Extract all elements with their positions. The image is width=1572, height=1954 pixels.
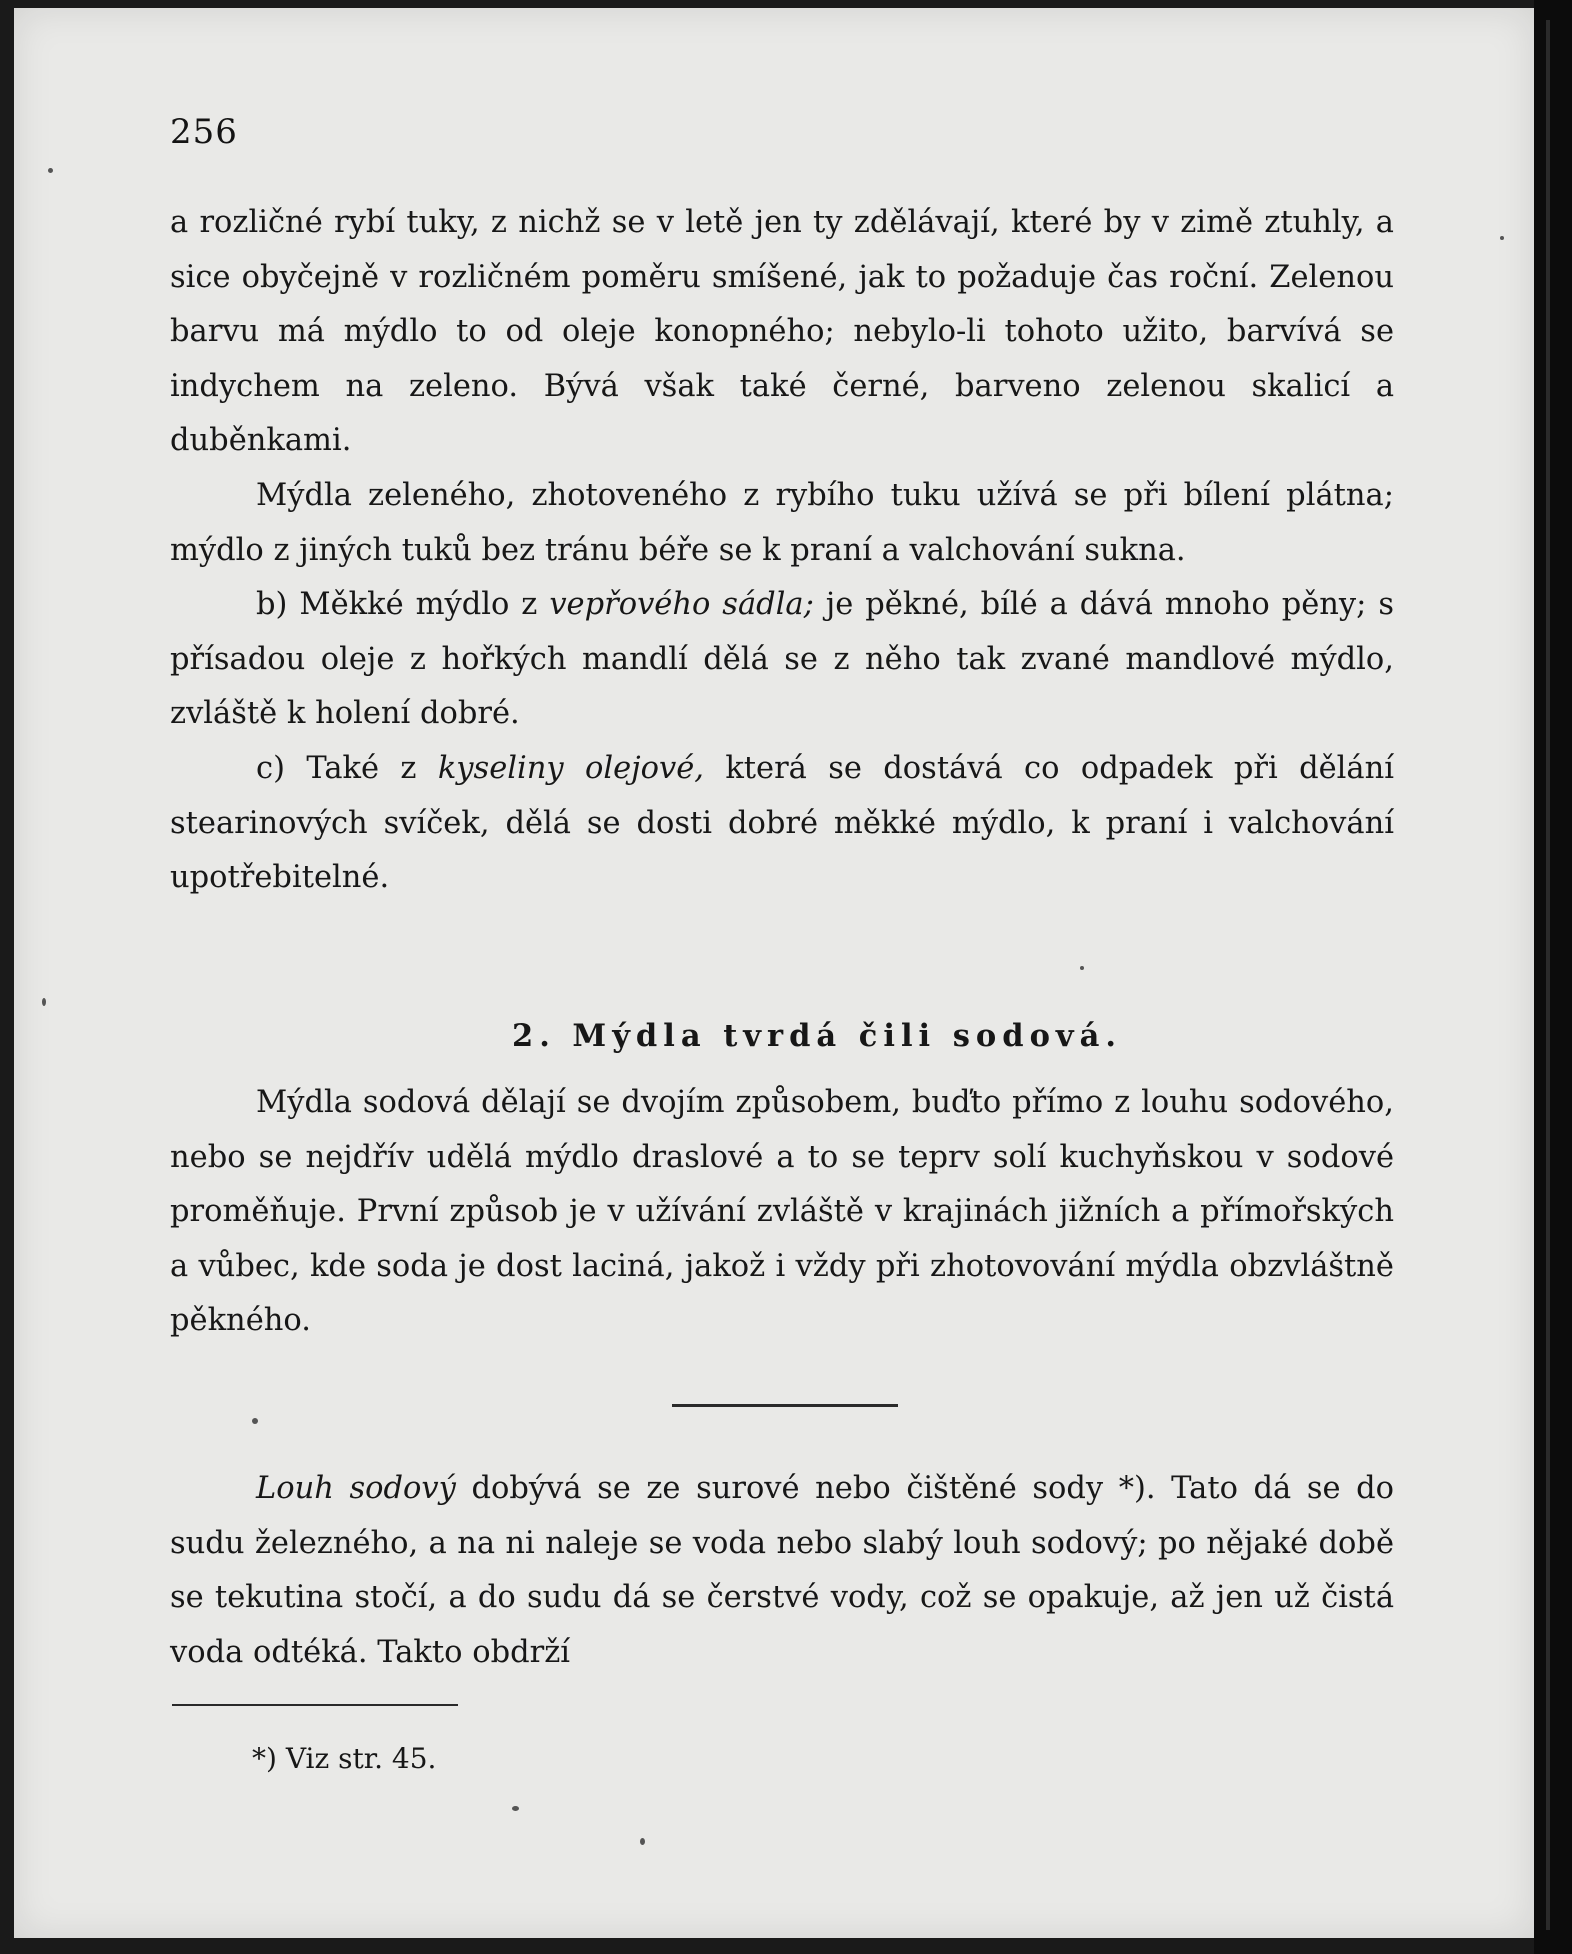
scan-speck [1500, 236, 1504, 240]
section-heading: 2. Mýdla tvrdá čili sodová. [511, 1018, 1123, 1054]
item-b-rest: je pěkné, bílé a dává mnoho pěny; s přísadou oleje z hořkých mandlí dělá se z něho tak zvané mandlové mýdlo, zvláště k holení dobré. [170, 587, 1394, 732]
lower-italic: Louh sodový [256, 1471, 456, 1506]
text-block-upper [170, 196, 1394, 906]
page-binding-strip [1546, 20, 1550, 1930]
paragraph-item-b [170, 578, 1394, 742]
paragraph-2: Mýdla zeleného, zhotoveného z rybího tuku užívá se při bílení plátna; mýdlo z jiných tuků bez tránu béře se k praní a valchování sukna. [170, 477, 1394, 568]
text-block-section [170, 1076, 1394, 1349]
text-block-lower [170, 1462, 1394, 1680]
section-separator-rule [672, 1404, 898, 1407]
paragraph-section: Mýdla sodová dělají se dvojím způsobem, buďto přímo z louhu sodového, nebo se nejdřív udělá mýdlo draslové a to se teprv solí kuchyňskou v sodové proměňuje. První způsob je v užívání zvláště v krajinách jižních a přímořských a vůbec, kde soda je dost laciná, jakož i vždy při zhotovování mýdla obzvláštně pěkného. [170, 1085, 1394, 1339]
paragraph-item-c [170, 742, 1394, 906]
scan-speck [1080, 966, 1084, 970]
page-number: 256 [170, 112, 238, 152]
item-c-italic: kyseliny olejové, [437, 750, 704, 786]
item-c-prefix: c) Také z [256, 750, 438, 786]
footnote-rule [172, 1704, 458, 1706]
item-c-rest: která se dostává co odpadek při dělání stearinových svíček, dělá se dosti dobré měkké mýdlo, k praní i valchování upotřebitelné. [170, 750, 1394, 896]
scan-speck [252, 1418, 258, 1424]
item-b-prefix: b) Měkké mýdlo z [256, 587, 550, 623]
item-b-italic: vepřového sádla; [549, 587, 814, 623]
scan-speck [42, 998, 46, 1006]
lower-rest: dobývá se ze surové nebo čištěné sody *). Tato dá se do sudu železného, a na ni naleje se voda nebo slabý louh sodový; po nějaké době se tekutina stočí, a do sudu dá se čerstvé vody, což se opakuje, až jen už čistá voda odtéká. Takto obdrží [170, 1471, 1394, 1670]
scan-speck [640, 1838, 645, 1845]
paragraph-1: a rozličné rybí tuky, z nichž se v letě jen ty zdělávají, které by v zimě ztuhly, a sice obyčejně v rozličném poměru smíšené, jak to požaduje čas roční. Zelenou barvu má mýdlo to od oleje konopného; nebylo-li tohoto užito, barvívá se indychem na zeleno. Bývá však také černé, barveno zelenou skalicí a duběnkami. [170, 205, 1394, 459]
scan-speck [512, 1806, 519, 1811]
page-right-edge [1534, 0, 1572, 1954]
footnote: *) Viz str. 45. [252, 1742, 437, 1775]
paragraph-lower [170, 1462, 1394, 1680]
scan-speck [48, 168, 53, 173]
